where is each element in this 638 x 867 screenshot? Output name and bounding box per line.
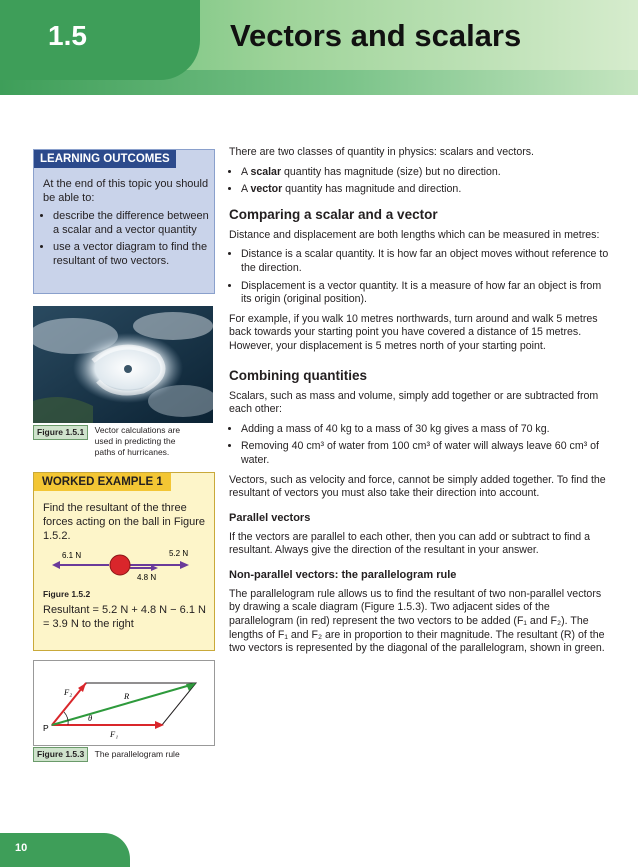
arrowhead-icon [180,561,189,569]
section-tab [0,0,200,80]
page-title: Vectors and scalars [230,18,522,53]
arrowhead-icon [155,721,164,729]
learning-outcomes-body [43,177,209,271]
bullet-term: scalar [250,165,282,178]
ball-icon [110,555,130,575]
heading-parallel: Parallel vectors [229,511,311,524]
bullet-prefix: A [241,165,251,178]
label-theta: θ [88,713,93,723]
label-f1: F₁ [110,729,119,739]
compare-paragraph: Distance and displacement are both lengths which can be measured in metres: [229,228,600,241]
forces-diagram [34,543,214,588]
bullet-term: vector [250,183,283,196]
list-item: • use a vector diagram to find the resultant of two vectors. [53,240,209,268]
figure-caption-text: The parallelogram rule [94,749,180,759]
vector-resultant [52,684,194,725]
combine-bullet-list [229,423,614,468]
label-f2: F₂ [64,687,73,697]
heading-combining: Combining quantities [229,367,367,383]
hurricane-image [33,306,213,423]
figure-1-5-3-caption [33,747,233,762]
intro-bullet-list [229,166,614,197]
learning-outcomes-box [33,149,215,294]
hurricane-photo [33,306,213,423]
worked-example-question: Find the resultant of the three forces acting on the ball in Figure 1.5.2. [43,502,206,542]
force-label-right: 5.2 N [169,549,189,558]
list-item: • Adding a mass of 40 kg to a mass of 30 kg gives a mass of 70 kg. [241,423,614,437]
list-item: • describe the difference between a scalar and a vector quantity [53,209,209,237]
nonparallel-paragraph: The parallelogram rule allows us to find the resultant of two non-parallel vectors by drawing a scale diagram (Figure 1.5.3). Two adjacent sides of the parallelogram (in red) represent the two vectors to be added (F₁ and F₂). The lengths of F₁ and F₂ are in proportion to their magnitude. The resultant (R) of the two vectors is represented by the diagonal of the parallelogram, shown in green. [229,587,605,655]
label-p: P [43,723,49,733]
figure-1-5-1-caption [33,425,213,458]
list-item [241,166,614,180]
section-number: 1.5 [48,20,87,51]
main-text-column [229,146,614,662]
bullet-rest: quantity has magnitude and direction. [282,183,462,196]
intro-paragraph: There are two classes of quantity in physics: scalars and vectors. [229,146,534,158]
combine-paragraph: Scalars, such as mass and volume, simply add together or are subtracted from each other: [229,389,599,416]
list-item [241,183,614,197]
figure-tag: Figure 1.5.1 [33,425,88,440]
angle-arc [64,712,68,725]
figure-1-5-2-label: Figure 1.5.2 [43,589,91,599]
parallelogram-figure [33,660,215,746]
bullet-rest: quantity has magnitude (size) but no direction. [281,165,501,178]
page-header [0,0,638,95]
label-r: R [124,691,130,701]
learning-outcomes-intro: At the end of this topic you should be able to: [43,178,209,204]
list-item: • Removing 40 cm³ of water from 100 cm³ of water will always leave 60 cm³ of water. [241,440,614,467]
worked-example-box [33,472,215,651]
compare-example-paragraph: For example, if you walk 10 metres northwards, turn around and walk 5 metres back towards your starting point you have covered a distance of 15 metres. However, your displacement is 5 metres north of your starting point. [229,312,598,352]
learning-outcomes-heading: LEARNING OUTCOMES [34,150,176,168]
list-item: • Distance is a scalar quantity. It is how far an object moves without reference to the direction. [241,248,614,275]
parallelogram-diagram [34,661,214,745]
vector-paragraph: Vectors, such as velocity and force, cannot be simply added together. To find the resultant of vectors you must also take their direction into account. [229,473,606,500]
page-number: 10 [15,842,28,854]
figure-tag: Figure 1.5.3 [33,747,88,762]
worked-example-resultant: Resultant = 5.2 N + 4.8 N − 6.1 N = 3.9 N to the right [43,604,206,630]
learning-outcomes-list [43,209,209,268]
list-item: • Displacement is a vector quantity. It is a measure of how far an object is from its origin (original position). [241,280,614,307]
compare-bullet-list [229,248,614,306]
parallel-paragraph: If the vectors are parallel to each other, then you can add or subtract to find a resultant. Always give the direction of the resultant in your answer. [229,530,590,557]
heading-comparing: Comparing a scalar and a vector [229,206,438,222]
bullet-prefix: A [241,183,251,196]
figure-caption-text: Vector calculations are used in predicting the paths of hurricanes. [94,425,181,457]
worked-example-heading: WORKED EXAMPLE 1 [34,473,171,491]
arrowhead-icon [52,561,60,569]
force-label-bottom: 4.8 N [137,573,157,582]
heading-nonparallel: Non-parallel vectors: the parallelogram rule [229,568,457,581]
force-label-left: 6.1 N [62,551,82,560]
